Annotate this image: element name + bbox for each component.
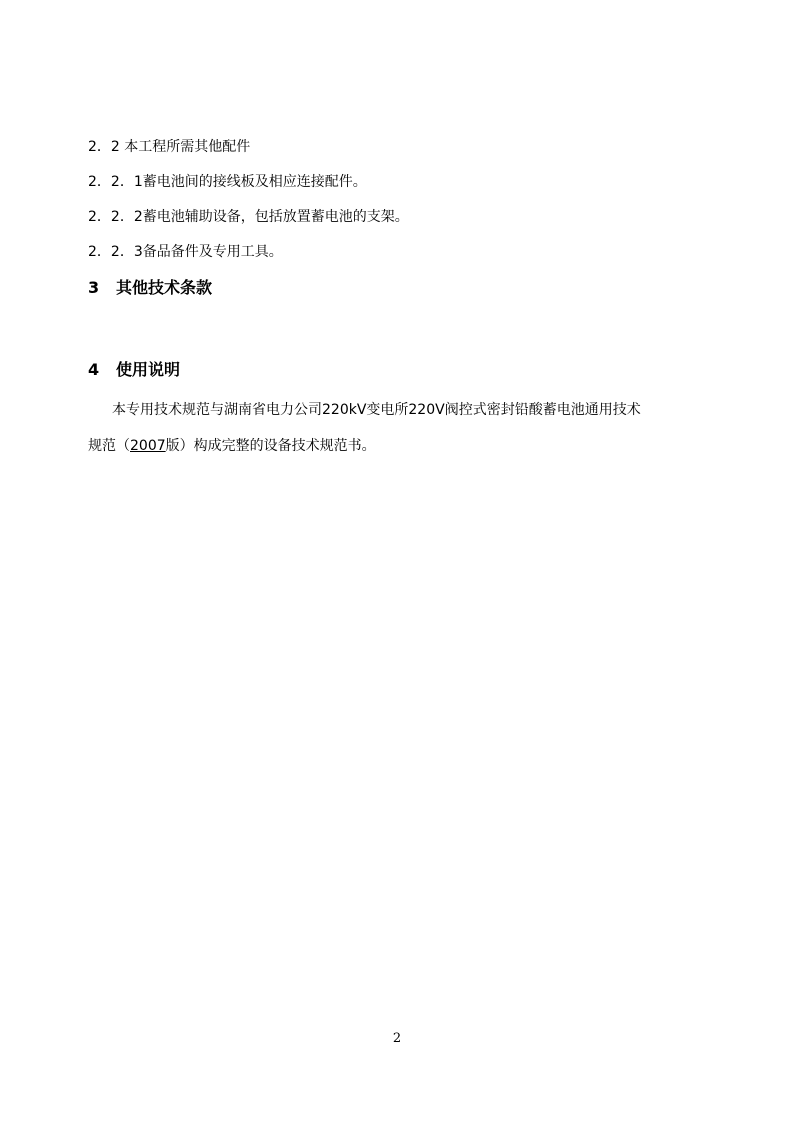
usage-paragraph-line-1: 本专用技术规范与湖南省电力公司220kV变电所220V阀控式密封铅酸蓄电池通用技术 — [112, 402, 641, 418]
item-2-2-3: 2．2．3备品备件及专用工具。 — [88, 244, 283, 260]
usage-paragraph-line-2 — [88, 428, 718, 464]
item-2-2-1: 2．2．1蓄电池间的接线板及相应连接配件。 — [88, 174, 367, 190]
usage-line-2-prefix: 规范（ — [88, 438, 130, 454]
section-3-title: 其他技术条款 — [116, 278, 213, 297]
section-3-number: 3 — [88, 278, 100, 297]
page-number: 2 — [392, 1031, 402, 1046]
item-2-2: 2．2 本工程所需其他配件 — [88, 139, 251, 155]
item-2-2-2: 2．2．2蓄电池辅助设备，包括放置蓄电池的支架。 — [88, 209, 409, 225]
section-3-heading — [88, 277, 212, 299]
usage-paragraph — [88, 392, 718, 464]
section-4-heading — [88, 359, 180, 381]
usage-line-2-year: 2007 — [130, 438, 166, 454]
usage-line-2-suffix: 版）构成完整的设备技术规范书。 — [165, 438, 376, 454]
section-4-title: 使用说明 — [116, 360, 181, 379]
section-4-number: 4 — [88, 360, 100, 379]
